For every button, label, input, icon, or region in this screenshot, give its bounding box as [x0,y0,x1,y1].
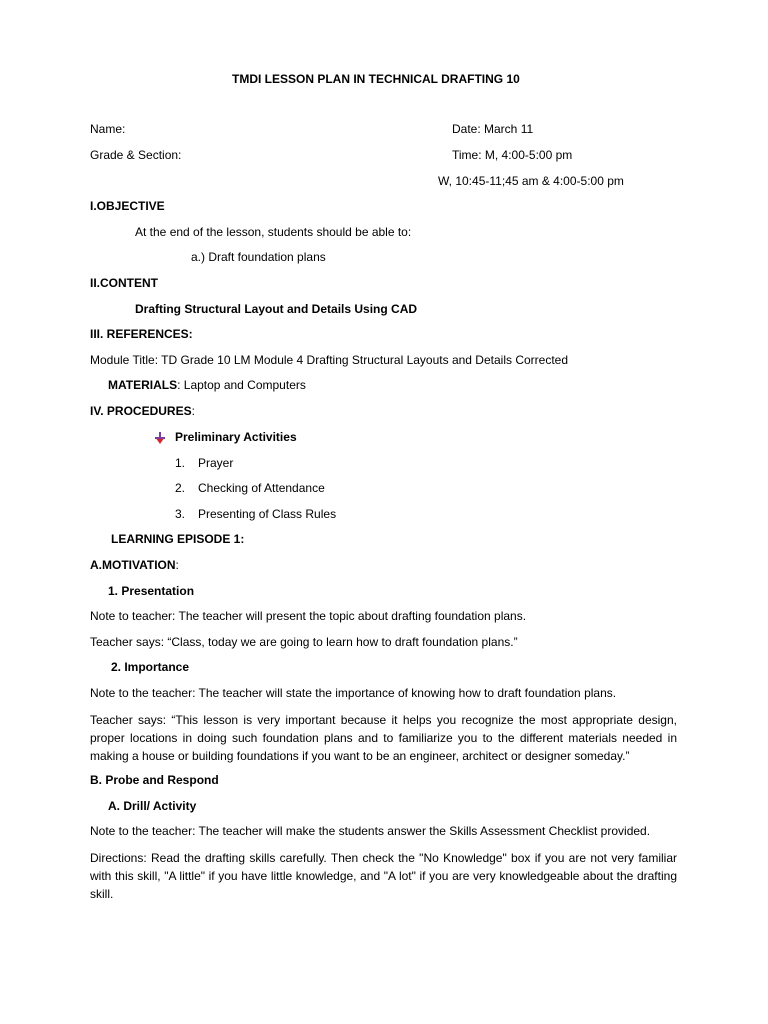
objective-heading: I.OBJECTIVE [90,199,165,213]
motivation-colon: : [175,558,179,572]
presentation-heading: 1. Presentation [108,584,195,598]
objective-item-a: a.) Draft foundation plans [191,250,326,264]
materials-line [108,378,306,393]
importance-note: Note to the teacher: The teacher will state the importance of knowing how to draft foundation plans. [90,686,617,700]
presentation-note: Note to teacher: The teacher will present the topic about drafting foundation plans. [90,609,527,623]
arrow-down-bullet-icon [155,432,165,444]
importance-teacher-says: Teacher says: “This lesson is very important because it helps you recognize the most appropriate design, proper locations in doing such foundation plans and to familiarize you to the different materials needed in making a house or building foundations if you want to be an engineer, architect or designer someday.” [90,713,677,763]
materials-value: : Laptop and Computers [177,378,306,392]
motivation-heading: A.MOTIVATION [90,558,176,572]
procedures-heading: IV. PROCEDURES [90,404,192,418]
probe-respond-heading: B. Probe and Respond [90,773,219,787]
content-heading: II.CONTENT [90,276,158,290]
list-item [175,507,336,522]
list-item [175,481,325,496]
list-item-number: 2. [175,481,186,495]
list-item-text: Prayer [198,456,234,470]
list-item-text: Presenting of Class Rules [198,507,337,521]
learning-episode-heading: LEARNING EPISODE 1: [111,532,245,546]
date-field: Date: March 11 [452,122,534,136]
time-field-1: Time: M, 4:00-5:00 pm [452,148,573,162]
content-title: Drafting Structural Layout and Details Using CAD [135,302,418,316]
importance-heading: 2. Importance [111,660,190,674]
document-title: TMDI LESSON PLAN IN TECHNICAL DRAFTING 10 [232,72,520,86]
list-item-text: Checking of Attendance [198,481,325,495]
procedures-colon: : [191,404,195,418]
materials-label: MATERIALS [108,378,178,392]
motivation-line [90,558,179,573]
drill-activity-heading: A. Drill/ Activity [108,799,197,813]
directions-paragraph: Directions: Read the drafting skills carefully. Then check the "No Knowledge" box if you are not very familiar with this skill, "A little" if you have little knowledge, and "A lot" if you are very knowledgeable about the drafting skill. [90,851,677,901]
list-item-number: 3. [175,507,186,521]
references-heading: III. REFERENCES: [90,327,193,341]
time-field-2: W, 10:45-11;45 am & 4:00-5:00 pm [438,174,624,188]
presentation-teacher-says: Teacher says: “Class, today we are going to learn how to draft foundation plans.” [90,635,518,649]
preliminary-heading: Preliminary Activities [175,430,297,444]
objective-intro: At the end of the lesson, students should be able to: [135,225,412,239]
procedures-line [90,404,195,419]
module-title: Module Title: TD Grade 10 LM Module 4 Drafting Structural Layouts and Details Corrected [90,353,569,367]
grade-section-label: Grade & Section: [90,148,182,162]
list-item [175,456,233,471]
drill-note: Note to the teacher: The teacher will make the students answer the Skills Assessment Checklist provided. [90,824,651,838]
name-label: Name: [90,122,126,136]
list-item-number: 1. [175,456,186,470]
